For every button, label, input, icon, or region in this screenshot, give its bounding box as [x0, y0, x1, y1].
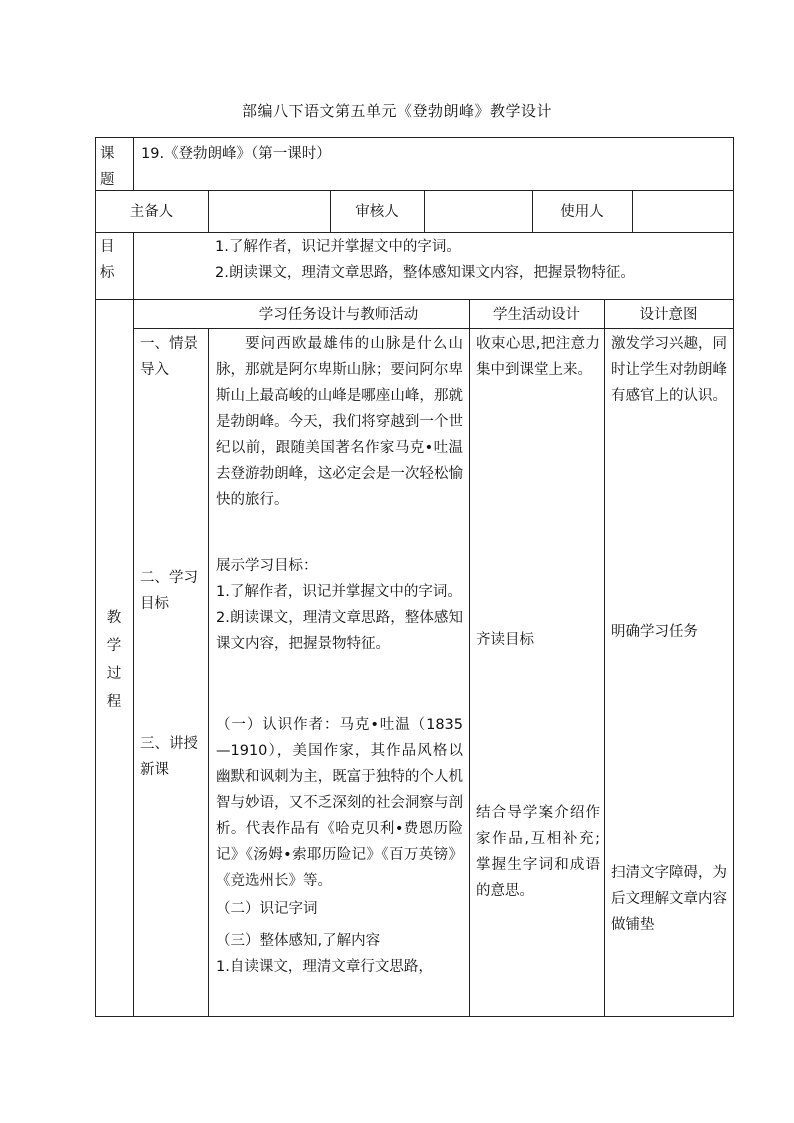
- reviewer-label: 审核人: [355, 204, 399, 220]
- section-2-content-line-1: 展示学习目标：: [216, 558, 318, 574]
- section-3-name: [140, 731, 206, 783]
- section-2-student: 齐读目标: [476, 632, 534, 648]
- header-intent: 设计意图: [639, 307, 698, 323]
- section-1-intent: 激发学习兴趣，同时让学生对勃朗峰有感官上的认识。: [611, 336, 727, 404]
- preparer-label: 主备人: [129, 204, 174, 220]
- process-label-char-4: 程: [106, 694, 122, 710]
- section-3-name-line-2: 新课: [140, 762, 169, 778]
- section-2-content: [216, 553, 463, 657]
- goal-item-1: 1.了解作者，识记并掌握文中的字词。: [215, 239, 461, 255]
- goals-label-line-2: 标: [100, 265, 115, 281]
- section-2-name-line-2: 目标: [140, 596, 169, 612]
- lesson-label-line-1: 课: [100, 146, 115, 162]
- lesson-label: [100, 141, 130, 193]
- user-label: 使用人: [560, 204, 604, 220]
- goals-list: [215, 234, 730, 286]
- lesson-title: 19.《登勃朗峰》（第一课时）: [141, 146, 331, 162]
- section-1-name-line-1: 一、情景: [140, 336, 198, 352]
- lesson-label-line-2: 题: [100, 172, 115, 188]
- section-3-content-line-1: （一）认识作者：马克•吐温（1835—1910），美国作家，其作品风格以幽默和讽刺为主，既富于独特的个人机智与妙语，又不乏深刻的社会洞察与剖析。代表作品有《哈克贝利•费恩历险记》《汤姆•索耶历险记》《百万英镑》《竞选州长》等。: [216, 717, 463, 889]
- goals-label: [100, 234, 130, 286]
- section-2-content-line-3: 2.朗读课文，理清文章思路，整体感知课文内容，把握景物特征。: [216, 610, 463, 652]
- document-title: 部编八下语文第五单元《登勃朗峰》教学设计: [241, 102, 552, 120]
- section-3-content-line-4: 1.自读课文，理清文章行文思路，: [216, 959, 433, 975]
- section-2-name: [140, 565, 206, 617]
- section-3-content: [216, 712, 463, 980]
- section-3-intent: 扫清文字障碍，为后文理解文章内容做铺垫: [611, 865, 727, 933]
- goals-label-line-1: 目: [100, 239, 115, 255]
- process-label-char-3: 过: [106, 666, 122, 682]
- header-tasks: 学习任务设计与教师活动: [258, 307, 419, 323]
- goal-item-2: 2.朗读课文，理清文章思路，整体感知课文内容，把握景物特征。: [215, 265, 635, 281]
- section-1-content: 要问西欧最雄伟的山脉是什么山脉，那就是阿尔卑斯山脉；要问阿尔卑斯山上最高峻的山峰是哪座山峰，那就是勃朗峰。今天，我们将穿越到一个世纪以前，跟随美国著名作家马克•吐温去登游勃朗峰，这必定会是一次轻松愉快的旅行。: [216, 336, 463, 508]
- section-1-name: [140, 331, 206, 383]
- section-1-student: 收束心思,把注意力集中到课堂上来。: [476, 336, 600, 378]
- section-3-name-line-1: 三、讲授: [140, 736, 198, 752]
- process-label-char-2: 学: [106, 638, 122, 654]
- section-3-student: 结合导学案介绍作家作品,互相补充;掌握生字词和成语的意思。: [476, 805, 600, 899]
- section-3-content-line-3: （三）整体感知,了解内容: [216, 933, 381, 949]
- header-student: 学生活动设计: [493, 307, 580, 323]
- process-label-char-1: 教: [106, 610, 122, 626]
- section-1-name-line-2: 导入: [140, 362, 169, 378]
- section-2-intent: 明确学习任务: [611, 624, 698, 640]
- section-2-name-line-1: 二、学习: [140, 570, 198, 586]
- section-2-content-line-2: 1.了解作者，识记并掌握文中的字词。: [216, 584, 462, 600]
- section-3-content-line-2: （二）识记字词: [216, 901, 318, 917]
